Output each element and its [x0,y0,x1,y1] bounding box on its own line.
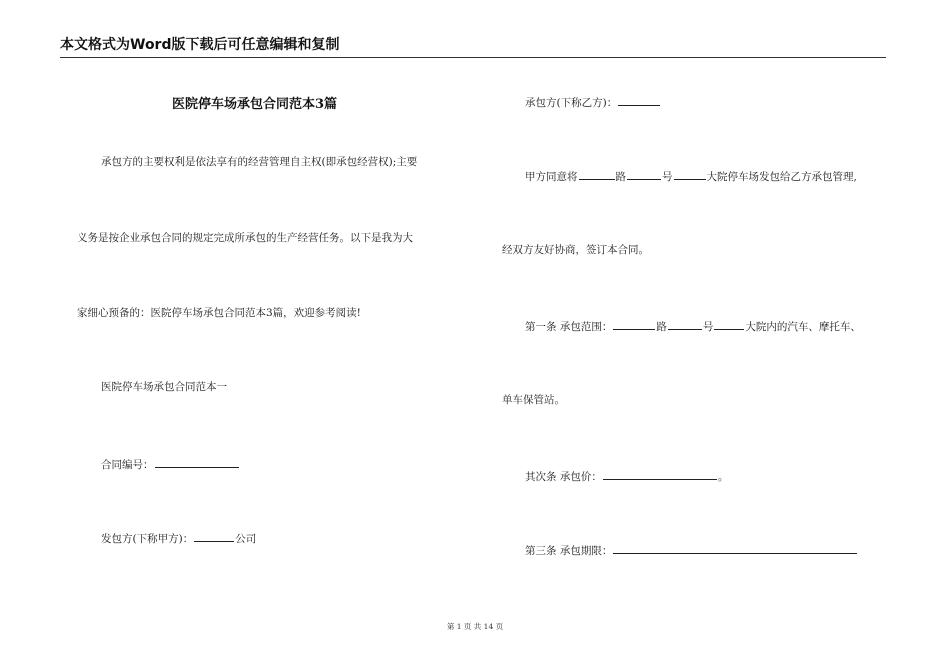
term-blank [613,542,857,554]
number-blank [627,168,661,180]
agreement-line-1 [525,168,857,184]
intro-line-3: 家细心预备的：医院停车场承包合同范本3篇，欢迎参考阅读! [77,307,361,319]
article-1-compound-blank [714,318,744,330]
contract-subtitle: 医院停车场承包合同范本一 [101,381,227,393]
article-1-scope-text: 大院内的汽车、摩托车、 [745,321,861,333]
agreement-line-2: 经双方友好协商，签订本合同。 [502,244,649,256]
party-a-label: 发包方(下称甲方)： [101,533,194,545]
road-blank [579,168,615,180]
intro-line-1: 承包方的主要权利是依法享有的经营管理自主权(即承包经营权);主要 [101,156,418,168]
agreement-text-a: 甲方同意将 [525,171,578,183]
party-b-label: 承包方(下称乙方)： [525,97,618,109]
party-a-suffix: 公司 [235,533,257,545]
article-3-label: 第三条 承包期限： [525,545,613,557]
intro-line-2: 义务是按企业承包合同的规定完成所承包的生产经营任务。以下是我为大 [77,232,413,244]
article-2-period: 。 [717,471,729,483]
agreement-text-d: 大院停车场发包给乙方承包管理, [706,171,857,183]
article-1-line-1 [525,318,861,334]
compound-blank [674,168,706,180]
party-b-line [525,94,661,110]
article-1-road-blank [613,318,655,330]
article-2-line [525,468,728,484]
page-header: 本文格式为Word版下载后可任意编辑和复制 [60,34,886,58]
article-1-road-label: 路 [656,321,667,333]
page-footer: 第 1 页 共 14 页 [446,622,504,631]
price-blank [603,468,717,480]
party-a-blank [194,530,234,542]
contract-number-line [101,456,240,472]
contract-number-blank [155,456,239,468]
article-1-number-blank [668,318,702,330]
party-a-line [101,530,256,546]
article-3-line [525,542,858,558]
article-1-label: 第一条 承包范围： [525,321,613,333]
article-2-label: 其次条 承包价： [525,471,602,483]
party-b-blank [618,94,660,106]
number-label: 号 [662,171,673,183]
road-label: 路 [615,171,626,183]
article-1-line-2: 单车保管站。 [502,394,565,406]
article-1-number-label: 号 [702,321,714,333]
document-title: 医院停车场承包合同范本3篇 [172,97,338,112]
contract-number-label: 合同编号： [101,459,154,471]
